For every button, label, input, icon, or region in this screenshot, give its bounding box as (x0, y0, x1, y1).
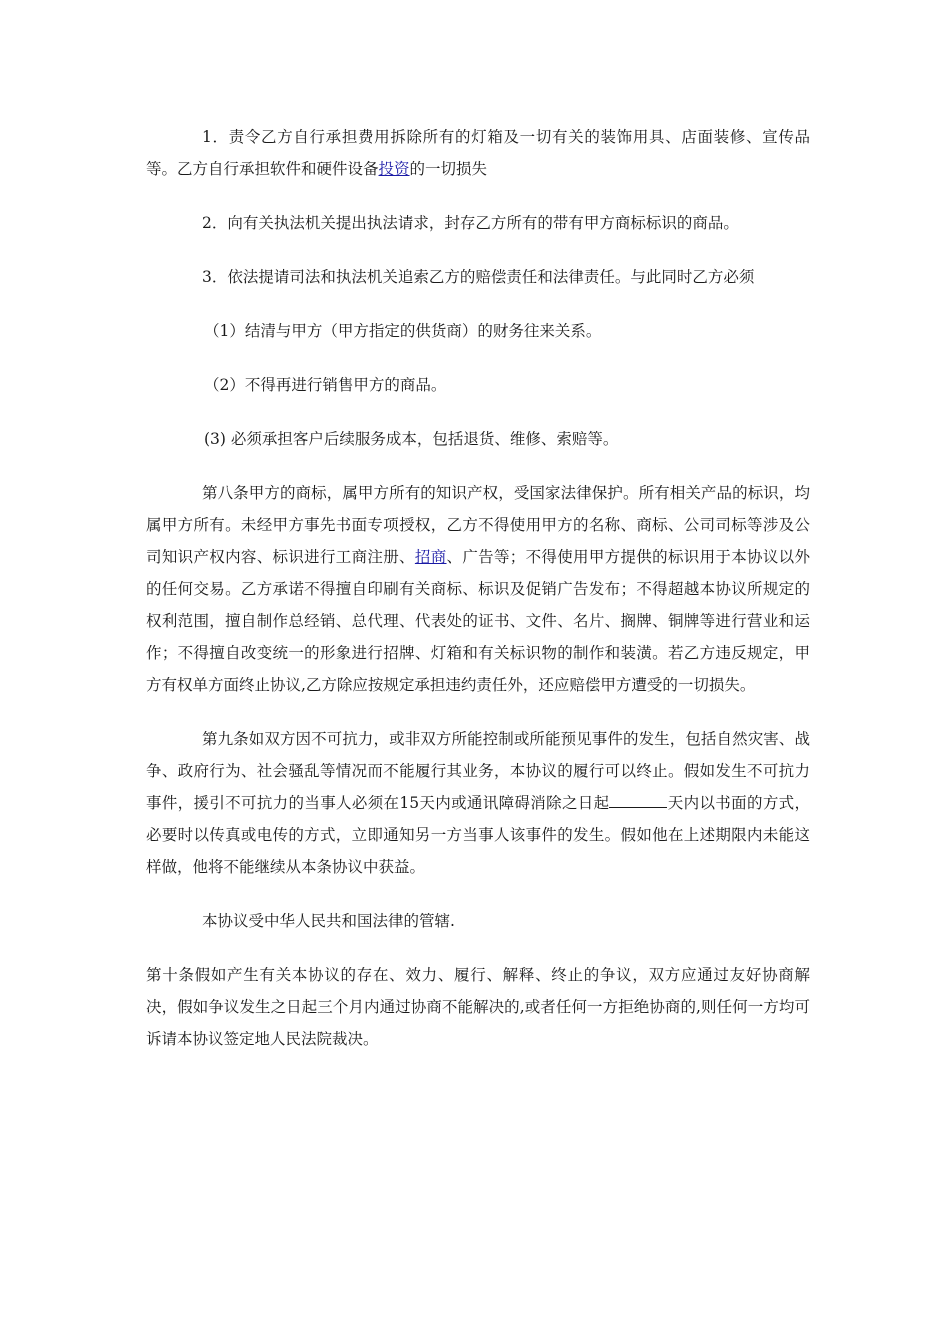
article-9-text-a: 第九条如双方因不可抗力，或非双方所能控制或所能预见事件的发生，包括自然灾害、战争、政府行为、社会骚乱等情况而不能履行其业务，本协议的履行可以终止。假如发生不可抗力事件，援引不可抗力的当事人必须在15天内或通讯障碍消除之日起 (146, 730, 810, 812)
article-10: 第十条假如产生有关本协议的存在、效力、履行、解释、终止的争议，双方应通过友好协商解决，假如争议发生之日起三个月内通过协商不能解决的,或者任何一方拒绝协商的,则任何一方均可诉请本协议签定地人民法院裁决。 (146, 966, 810, 1048)
governing-law-clause: 本协议受中华人民共和国法律的管辖. (202, 912, 455, 930)
business-invitation-link[interactable]: 招商 (414, 548, 447, 566)
article-9 (146, 723, 810, 883)
document-body (146, 121, 810, 1055)
clause-item-1-text-b: 的一切损失 (409, 160, 488, 178)
article-9-text-b: 天内以书面的方式，必要时以传真或电传的方式，立即通知另一方当事人该事件的发生。假如他在上述期限内未能这样做，他将不能继续从本条协议中获益。 (146, 794, 810, 876)
clause-item-3: 3．依法提请司法和执法机关追索乙方的赔偿责任和法律责任。与此同时乙方必须 (202, 268, 755, 286)
clause-item-1-text-a: 1．责令乙方自行承担费用拆除所有的灯箱及一切有关的装饰用具、店面装修、宣传品等。乙方自行承担软件和硬件设备 (146, 128, 810, 178)
fill-in-blank (609, 793, 667, 808)
clause-item-2: 2．向有关执法机关提出执法请求，封存乙方所有的带有甲方商标标识的商品。 (202, 214, 739, 232)
sub-item-1: （1）结清与甲方（甲方指定的供货商）的财务往来关系。 (204, 322, 602, 340)
clause-item-1 (146, 121, 810, 185)
investment-link[interactable]: 投资 (378, 160, 410, 178)
sub-item-3: (3) 必须承担客户后续服务成本，包括退货、维修、索赔等。 (204, 430, 619, 448)
article-8-text-b: 、广告等；不得使用甲方提供的标识用于本协议以外的任何交易。乙方承诺不得擅自印刷有关商标、标识及促销广告发布；不得超越本协议所规定的权利范围，擅自制作总经销、总代理、代表处的证书、文件、名片、搁牌、铜牌等进行营业和运作；不得擅自改变统一的形象进行招牌、灯箱和有关标识物的制作和装潢。若乙方违反规定，甲方有权单方面终止协议,乙方除应按规定承担违约责任外，还应赔偿甲方遭受的一切损失。 (146, 548, 810, 694)
sub-item-2: （2）不得再进行销售甲方的商品。 (204, 376, 447, 394)
article-8 (146, 477, 810, 701)
article-8-text-a: 第八条甲方的商标，属甲方所有的知识产权，受国家法律保护。所有相关产品的标识，均属甲方所有。未经甲方事先书面专项授权，乙方不得使用甲方的名称、商标、公司司标等涉及公司知识产权内容、标识进行工商注册、 (146, 484, 810, 566)
